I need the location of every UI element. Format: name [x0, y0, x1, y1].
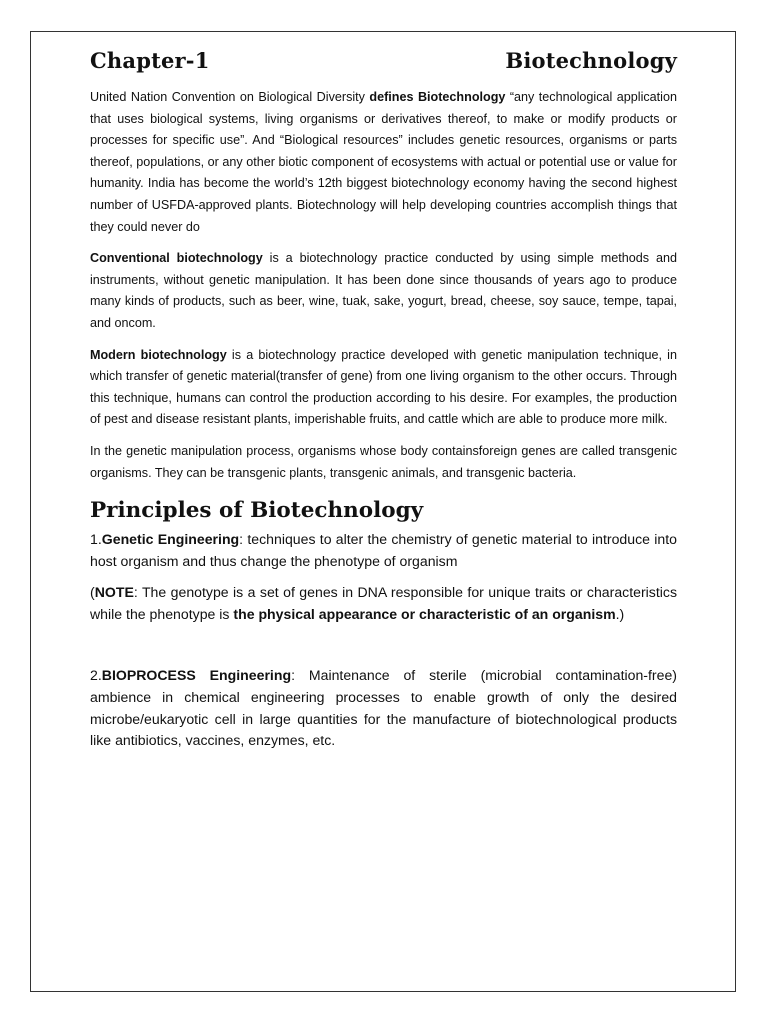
principle-1-text: : techniques to alter the chemistry of genetic material to introduce into host organism and thus change the phenotype of organism: [90, 531, 677, 569]
principle-1-number: 1.: [90, 531, 102, 548]
chapter-header: [90, 48, 677, 73]
conventional-text: is a biotechnology practice conducted by using simple methods and instruments, without genetic manipulation. It has been done since thousands of years ago to produce many kinds of products, such as beer, wine, tuak, sake, yogurt, bread, cheese, soy sauce, tempe, tapai, and oncom.: [90, 251, 677, 330]
principle-genetic-engineering: [90, 529, 677, 572]
principle-2-term: BIOPROCESS Engineering: [101, 667, 292, 684]
intro-text-rest: “any technological application that uses biological systems, living organisms or derivatives thereof, to make or modify products or processes for specific use”. And “Biological resources” includes genetic resources, organisms or parts thereof, populations, or any other biotic component of ecosystems with actual or potential use or value for humanity. India has become the world’s 12th biggest biotechnology economy having the second highest number of USFDA-approved plants. Biotechnology will help developing countries accomplish things that they could never do: [90, 90, 677, 234]
intro-text: United Nation Convention on Biological Diversity: [90, 90, 370, 104]
modern-text: is a biotechnology practice developed with genetic manipulation technique, in which transfer of genetic material(transfer of gene) from one living organism to the other occurs. Through this technique, humans can control the production according to his desire. For examples, the production of pest and disease resistant plants, imperishable fruits, and cattle which are able to produce more milk.: [90, 347, 677, 427]
note-emphasis: the physical appearance or characteristic of an organism: [233, 605, 616, 622]
intro-bold: defines Biotechnology: [369, 90, 506, 104]
document-body: [90, 48, 677, 762]
principles-heading: Principles of Biotechnology: [90, 498, 424, 524]
modern-paragraph: [90, 345, 677, 431]
conventional-term: Conventional biotechnology: [90, 251, 263, 266]
section-spacer: [90, 635, 677, 665]
principle-bioprocess-engineering: [90, 665, 677, 751]
transgenic-text: In the genetic manipulation process, organisms whose body containsforeign genes are called transgenic organisms. They can be transgenic plants, transgenic animals, and transgenic bacteria.: [90, 443, 677, 480]
principle-2-number: 2.: [90, 667, 102, 684]
conventional-paragraph: [90, 248, 677, 334]
principle-2-text: : Maintenance of sterile (microbial contamination-free) ambience in chemical engineering processes to enable growth of only the desired microbe/eukaryotic cell in large quantities for the manufacture of biotechnological products like antibiotics, vaccines, enzymes, etc.: [90, 667, 677, 749]
modern-term: Modern biotechnology: [90, 347, 227, 362]
chapter-title: Biotechnology: [505, 48, 677, 73]
note-paragraph: [90, 582, 677, 625]
principle-1-term: Genetic Engineering: [101, 531, 240, 548]
transgenic-paragraph: [90, 441, 677, 484]
intro-paragraph: [90, 87, 677, 238]
note-open: (: [90, 584, 95, 601]
note-text: : The genotype is a set of genes in DNA responsible for unique traits or characteristics while the phenotype is: [90, 584, 677, 622]
note-close: .): [615, 605, 625, 622]
note-label: NOTE: [94, 584, 134, 601]
chapter-number: Chapter-1: [90, 48, 210, 73]
